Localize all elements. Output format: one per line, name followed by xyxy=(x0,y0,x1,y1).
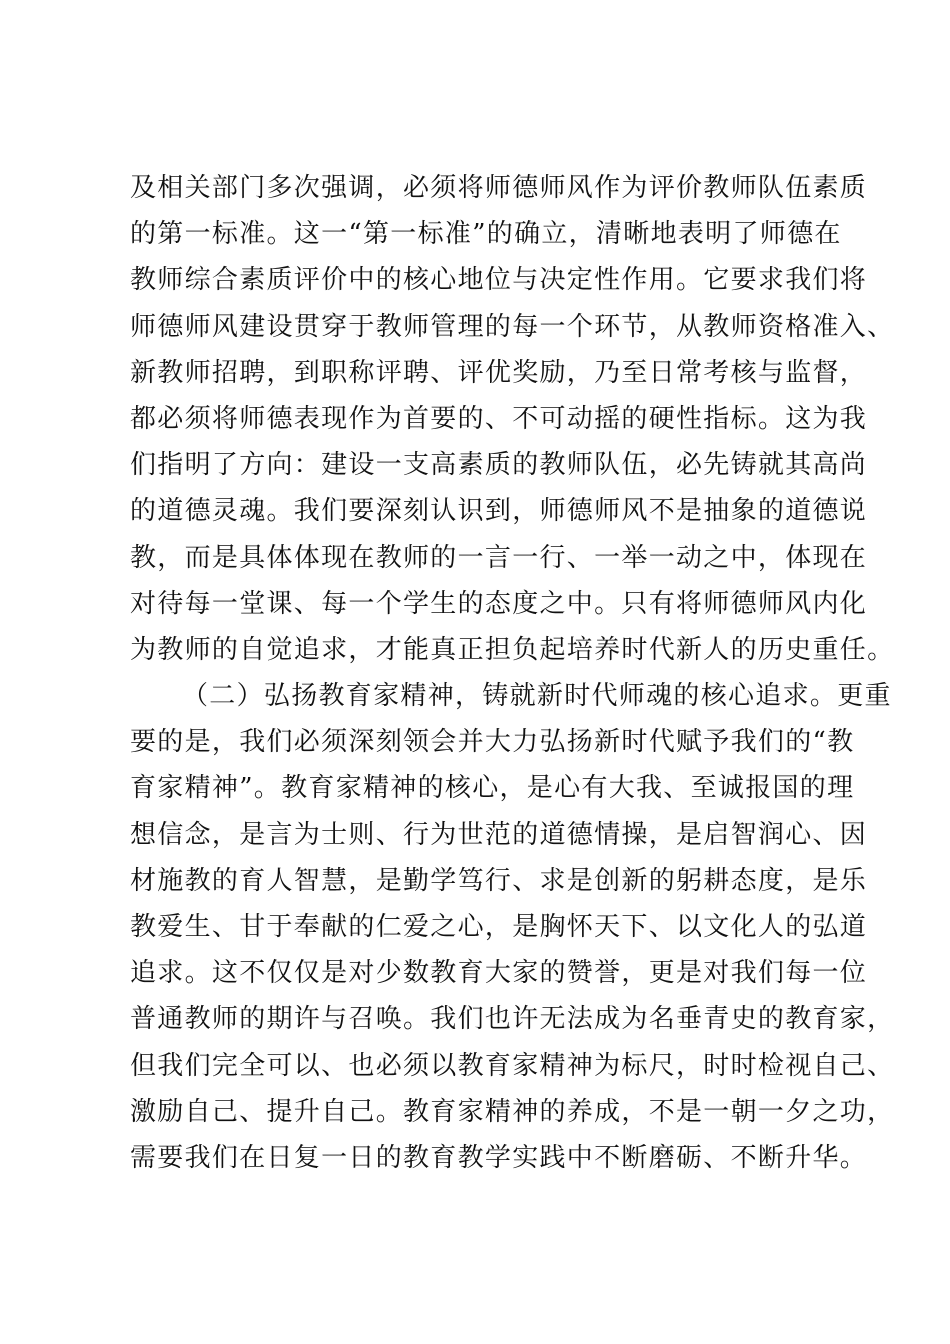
body-paragraph xyxy=(130,165,895,673)
text-line: 激励自己、提升自己。教育家精神的养成，不是一朝一夕之功， xyxy=(130,1096,895,1127)
text-line: 的道德灵魂。我们要深刻认识到，师德师风不是抽象的道德说 xyxy=(130,496,868,527)
text-line: 们指明了方向：建设一支高素质的教师队伍，必先铸就其高尚 xyxy=(130,450,868,481)
text-line: 材施教的育人智慧，是勤学笃行、求是创新的躬耕态度，是乐 xyxy=(130,865,868,896)
text-line: 都必须将师德表现作为首要的、不可动摇的硬性指标。这为我 xyxy=(130,403,868,434)
text-line: 要的是，我们必须深刻领会并大力弘扬新时代赋予我们的“教 xyxy=(130,727,855,758)
text-line: 追求。这不仅仅是对少数教育大家的赞誉，更是对我们每一位 xyxy=(130,958,868,989)
text-line: 为教师的自觉追求，才能真正担负起培养时代新人的历史重任。 xyxy=(130,634,895,665)
text-line: 教，而是具体体现在教师的一言一行、一举一动之中，体现在 xyxy=(130,542,868,573)
text-line: 普通教师的期许与召唤。我们也许无法成为名垂青史的教育家， xyxy=(130,1004,895,1035)
text-line: 师德师风建设贯穿于教师管理的每一个环节，从教师资格准入、 xyxy=(130,311,895,342)
text-line: 教爱生、甘于奉献的仁爱之心，是胸怀天下、以文化人的弘道 xyxy=(130,911,868,942)
text-line: 但我们完全可以、也必须以教育家精神为标尺，时时检视自己、 xyxy=(130,1050,895,1081)
section-paragraph xyxy=(130,673,895,1181)
text-line: 教师综合素质评价中的核心地位与决定性作用。它要求我们将 xyxy=(130,265,868,296)
text-line: 及相关部门多次强调，必须将师德师风作为评价教师队伍素质 xyxy=(130,173,868,203)
text-line: 新教师招聘，到职称评聘、评优奖励，乃至日常考核与监督， xyxy=(130,357,868,388)
text-line: 想信念，是言为士则、行为世范的道德情操，是启智润心、因 xyxy=(130,819,868,850)
text-line: 对待每一堂课、每一个学生的态度之中。只有将师德师风内化 xyxy=(130,588,868,619)
text-line: 需要我们在日复一日的教育教学实践中不断磨砺、不断升华。 xyxy=(130,1142,868,1173)
text-line: 育家精神”。教育家精神的核心，是心有大我、至诚报国的理 xyxy=(130,773,855,804)
section-heading-line: （二）弘扬教育家精神，铸就新时代师魂的核心追求。更重 xyxy=(182,681,892,711)
text-line: 的第一标准。这一“第一标准”的确立，清晰地表明了师德在 xyxy=(130,219,842,250)
